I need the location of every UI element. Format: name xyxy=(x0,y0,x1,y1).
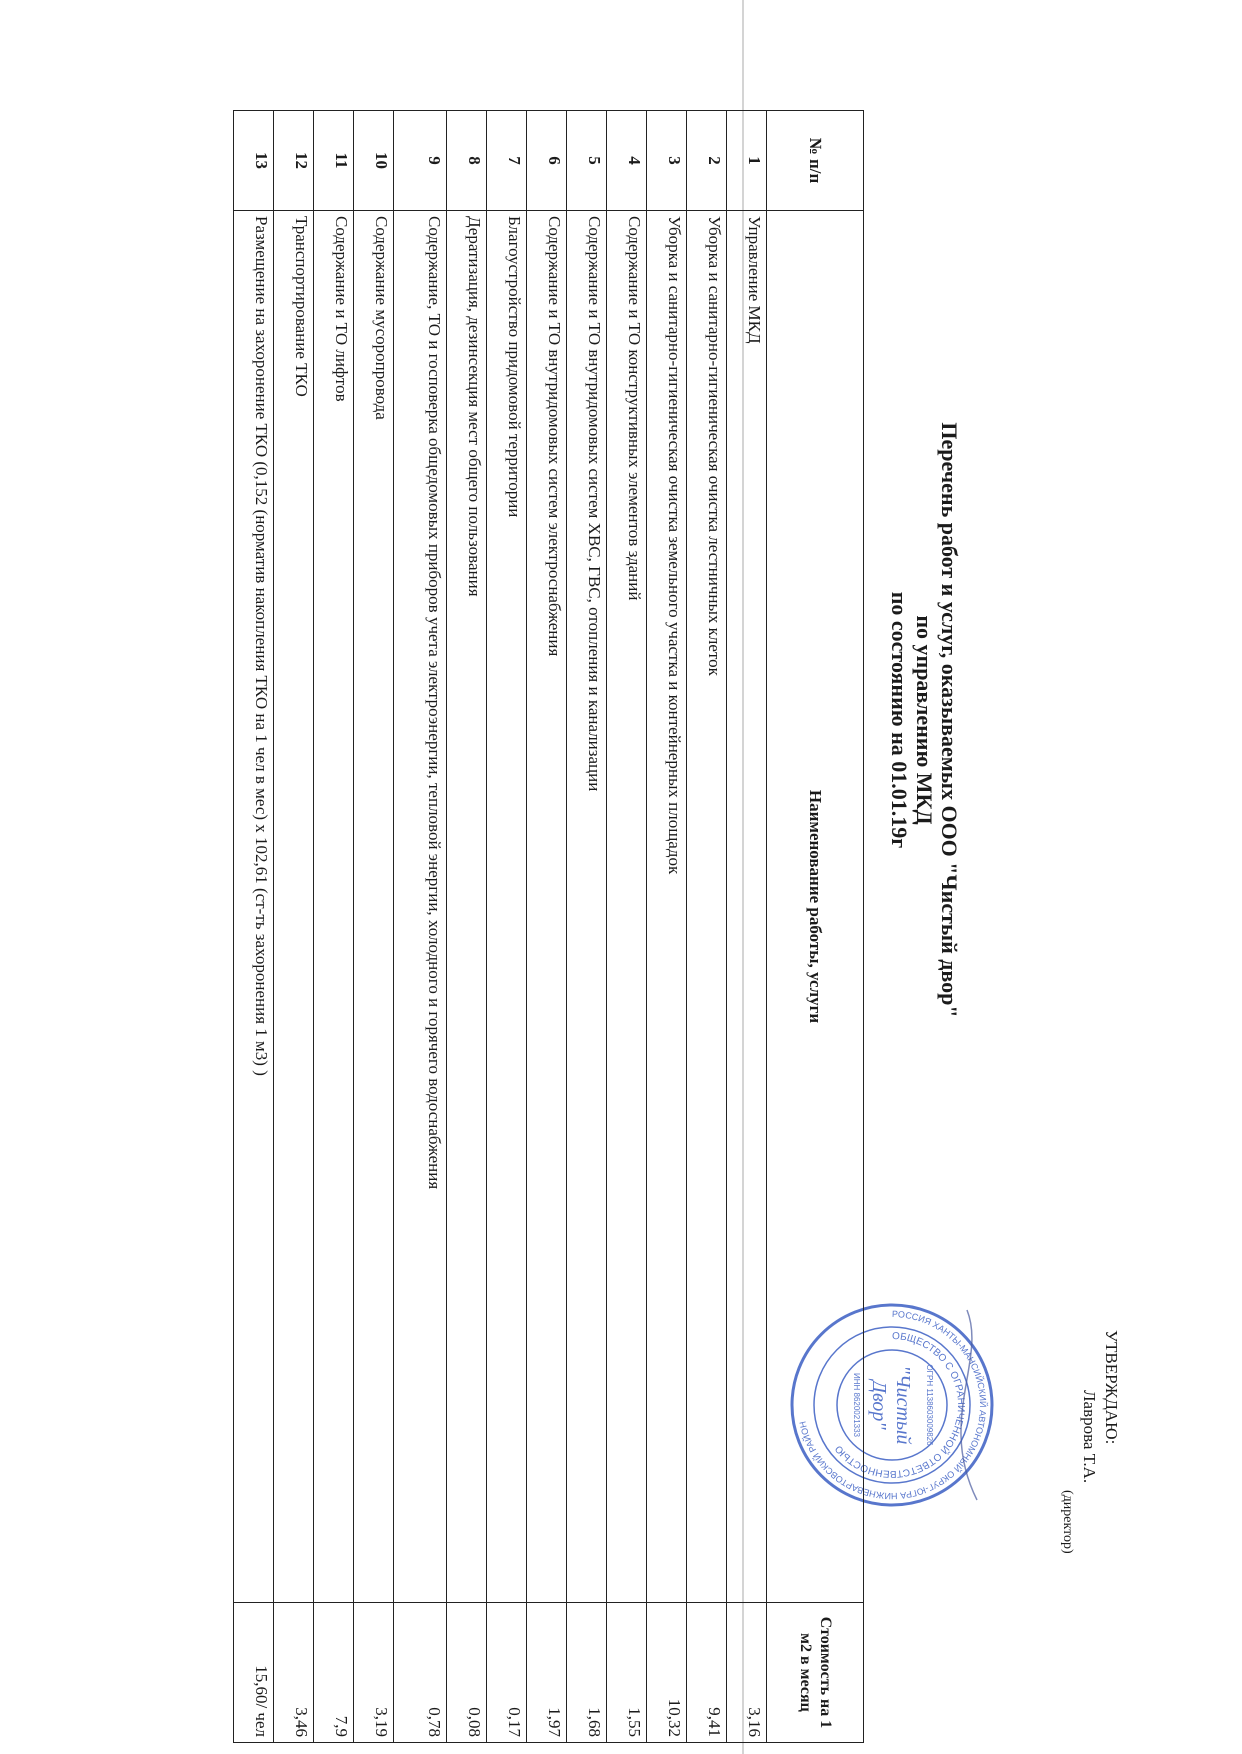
row-cost: 7,9 xyxy=(314,1603,354,1743)
approval-position: (директор) xyxy=(1060,1490,1075,1554)
title-line-3: по состоянию на 01.01.19г xyxy=(887,591,912,849)
svg-text:ИНН 8620021333: ИНН 8620021333 xyxy=(852,1372,861,1438)
row-cost: 3,19 xyxy=(354,1603,394,1743)
table-header-row xyxy=(767,111,864,1743)
title-line-2: по управлению МКД xyxy=(912,615,937,825)
row-name: Уборка и санитарно-гигиеническая очистка земельного участка и контейнерных площадок xyxy=(647,211,687,1603)
row-num: 4 xyxy=(607,111,647,211)
table-row xyxy=(447,111,487,1743)
row-num: 3 xyxy=(647,111,687,211)
approval-block xyxy=(1056,1330,1122,1554)
row-name: Содержание мусоропровода xyxy=(354,211,394,1603)
table-row xyxy=(487,111,527,1743)
row-cost: 15,60/ чел xyxy=(234,1603,274,1743)
header-name: Наименование работы, услуги xyxy=(767,211,864,1603)
approval-signatory: Лаврова Т.А. xyxy=(1080,1390,1099,1484)
row-cost: 1,68 xyxy=(567,1603,607,1743)
row-num: 7 xyxy=(487,111,527,211)
row-cost: 10,32 xyxy=(647,1603,687,1743)
svg-text:"Чистый: "Чистый xyxy=(892,1365,914,1445)
row-cost: 3,16 xyxy=(727,1603,767,1743)
row-cost: 0,17 xyxy=(487,1603,527,1743)
svg-text:РОССИЯ ХАНТЫ-МАНСИЙСКИЙ АВТОНО: РОССИЯ ХАНТЫ-МАНСИЙСКИЙ АВТОНОМНЫЙ ОКРУГ-ЮГРА НИЖНЕВАРТОВСКИЙ РАЙОН xyxy=(797,1308,989,1502)
row-cost: 1,97 xyxy=(527,1603,567,1743)
table-row xyxy=(314,111,354,1743)
svg-text:ОГРН 1138603009826: ОГРН 1138603009826 xyxy=(925,1364,934,1446)
table-row xyxy=(647,111,687,1743)
row-name: Содержание и ТО внутридомовых систем ХВС, ГВС, отопления и канализации xyxy=(567,211,607,1603)
table-row xyxy=(527,111,567,1743)
row-cost: 0,78 xyxy=(394,1603,447,1743)
row-num: 9 xyxy=(394,111,447,211)
row-name: Благоустройство придомовой территории xyxy=(487,211,527,1603)
title-line-1: Перечень работ и услуг, оказываемых ООО "Чистый двор" xyxy=(937,422,962,1018)
row-num: 8 xyxy=(447,111,487,211)
table-row xyxy=(607,111,647,1743)
row-num: 11 xyxy=(314,111,354,211)
row-name: Содержание и ТО внутридомовых систем электроснабжения xyxy=(527,211,567,1603)
works-table xyxy=(233,110,864,1743)
row-cost: 1,55 xyxy=(607,1603,647,1743)
row-num: 5 xyxy=(567,111,607,211)
header-num: № п/п xyxy=(767,111,864,211)
row-name: Содержание и ТО лифтов xyxy=(314,211,354,1603)
row-cost: 3,46 xyxy=(274,1603,314,1743)
row-num: 13 xyxy=(234,111,274,211)
row-num: 1 xyxy=(727,111,767,211)
document-title xyxy=(887,200,962,1240)
row-name: Дератизация, дезинсекция мест общего пользования xyxy=(447,211,487,1603)
table-row xyxy=(274,111,314,1743)
svg-text:Двор": Двор" xyxy=(868,1380,890,1430)
row-num: 6 xyxy=(527,111,567,211)
table-row xyxy=(727,111,767,1743)
row-num: 10 xyxy=(354,111,394,211)
table-row xyxy=(354,111,394,1743)
row-name: Управление МКД xyxy=(727,211,767,1603)
row-name: Уборка и санитарно-гигиеническая очистка лестничных клеток xyxy=(687,211,727,1603)
row-name: Содержание, ТО и госповерка общедомовых приборов учета электроэнергии, тепловой энергии, холодного и горячего водоснабжения xyxy=(394,211,447,1603)
row-cost: 9,41 xyxy=(687,1603,727,1743)
header-cost: Стоимость на 1 м2 в месяц xyxy=(767,1603,864,1743)
svg-text:ОБЩЕСТВО С ОГРАНИЧЕННОЙ ОТВЕТС: ОБЩЕСТВО С ОГРАНИЧЕННОЙ ОТВЕТСТВЕННОСТЬЮ xyxy=(833,1330,967,1480)
row-num: 12 xyxy=(274,111,314,211)
row-name: Размещение на захоронение ТКО (0,152 (норматив накопления ТКО на 1 чел в мес) х 102,61 (ст-ть захоронения 1 м3) ) xyxy=(234,211,274,1603)
row-name: Содержание и ТО конструктивных элементов зданий xyxy=(607,211,647,1603)
table-row xyxy=(567,111,607,1743)
table-row xyxy=(234,111,274,1743)
table-row xyxy=(394,111,447,1743)
table-row xyxy=(687,111,727,1743)
row-num: 2 xyxy=(687,111,727,211)
approval-label: УТВЕРЖДАЮ: xyxy=(1102,1330,1121,1445)
row-name: Транспортирование ТКО xyxy=(274,211,314,1603)
row-cost: 0,08 xyxy=(447,1603,487,1743)
